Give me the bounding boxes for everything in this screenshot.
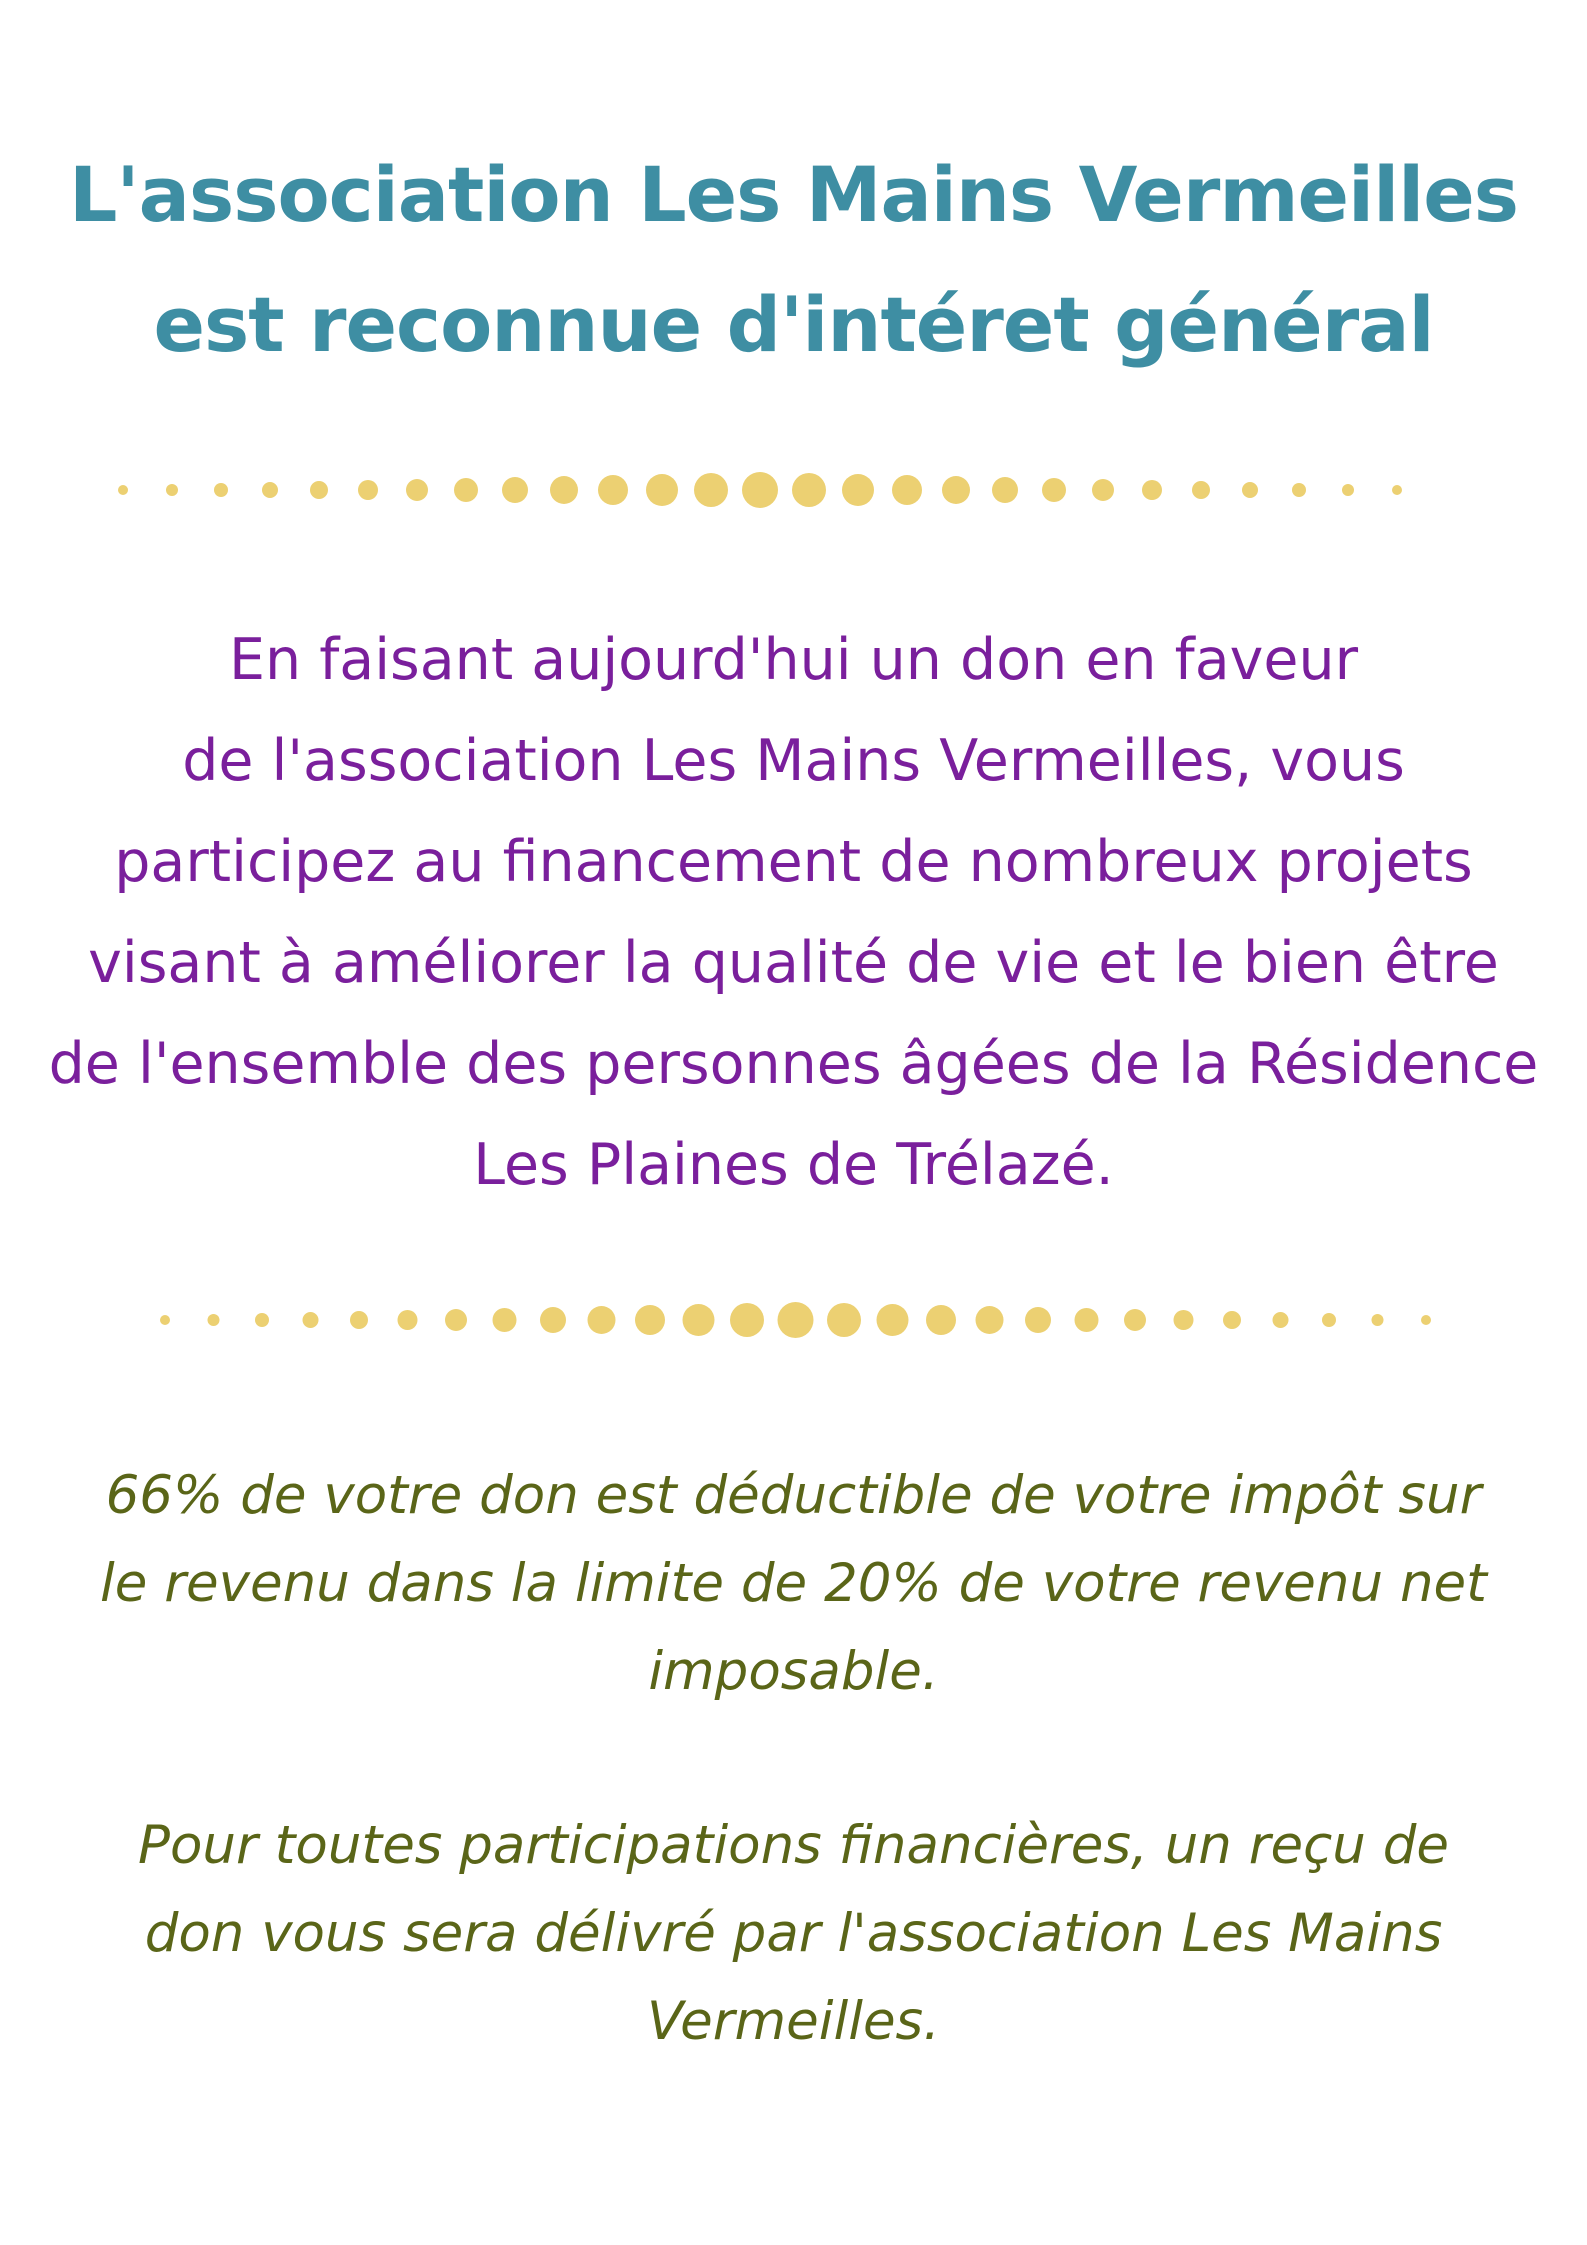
divider-dot [942, 476, 970, 504]
intro-line-4: visant à améliorer la qualité de vie et le bien être [88, 930, 1499, 996]
divider-dot [1273, 1312, 1289, 1328]
title-line-2: est reconnue d'intéret général [153, 280, 1434, 369]
divider-dot [646, 474, 678, 506]
divider-dot [588, 1306, 616, 1334]
intro-line-3: participez au financement de nombreux projets [114, 829, 1473, 895]
receipt-paragraph [0, 1802, 1587, 2066]
divider-dot [730, 1303, 764, 1337]
divider-dot [502, 477, 528, 503]
divider-dot [1042, 478, 1066, 502]
page-title [0, 130, 1587, 390]
dotted-divider-bottom [0, 1290, 1587, 1350]
divider-dot [1342, 484, 1354, 496]
tax-line-1: 66% de votre don est déductible de votre impôt sur [105, 1465, 1482, 1526]
divider-dot [1025, 1307, 1051, 1333]
divider-dot [926, 1305, 956, 1335]
tax-line-3: imposable. [648, 1641, 939, 1702]
divider-dot [1142, 480, 1162, 500]
divider-dot [1092, 479, 1114, 501]
divider-dot [350, 1311, 368, 1329]
intro-line-6: Les Plaines de Trélazé. [473, 1132, 1114, 1198]
divider-dot [683, 1304, 715, 1336]
divider-dot [255, 1313, 269, 1327]
divider-dot [976, 1306, 1004, 1334]
divider-dot [1392, 485, 1402, 495]
intro-line-2: de l'association Les Mains Vermeilles, vous [182, 728, 1405, 794]
dotted-divider-top-graphic [0, 460, 1587, 520]
intro-line-5: de l'ensemble des personnes âgées de la Résidence [48, 1031, 1539, 1097]
intro-line-1: En faisant aujourd'hui un don en faveur [228, 627, 1359, 693]
divider-dot [1174, 1310, 1194, 1330]
divider-dot [550, 476, 578, 504]
dotted-divider-top [0, 460, 1587, 520]
divider-dot [1223, 1311, 1241, 1329]
divider-dot [598, 475, 628, 505]
divider-dot [842, 474, 874, 506]
divider-dot [454, 478, 478, 502]
divider-dot [1292, 483, 1306, 497]
divider-dot [303, 1312, 319, 1328]
title-line-1: L'association Les Mains Vermeilles [68, 150, 1518, 239]
receipt-line-1: Pour toutes participations financières, un reçu de [138, 1815, 1449, 1876]
divider-dot [992, 477, 1018, 503]
dotted-divider-bottom-graphic [0, 1290, 1587, 1350]
intro-paragraph [0, 610, 1587, 1216]
receipt-line-3: Vermeilles. [646, 1991, 941, 2052]
divider-dot [792, 473, 826, 507]
divider-dot [1124, 1309, 1146, 1331]
divider-dot [398, 1310, 418, 1330]
divider-dot [262, 482, 278, 498]
divider-dot [208, 1314, 220, 1326]
divider-dot [118, 485, 128, 495]
divider-dot [166, 484, 178, 496]
divider-dot [358, 480, 378, 500]
divider-dot [1075, 1308, 1099, 1332]
divider-dot [892, 475, 922, 505]
divider-dot [160, 1315, 170, 1325]
divider-dot [540, 1307, 566, 1333]
divider-dot [635, 1305, 665, 1335]
divider-dot [1322, 1313, 1336, 1327]
divider-dot [445, 1309, 467, 1331]
divider-dot [877, 1304, 909, 1336]
divider-dot [1421, 1315, 1431, 1325]
divider-dot [742, 472, 778, 508]
divider-dot [694, 473, 728, 507]
divider-dot [1192, 481, 1210, 499]
divider-dot [827, 1303, 861, 1337]
tax-line-2: le revenu dans la limite de 20% de votre revenu net [100, 1553, 1487, 1614]
receipt-line-2: don vous sera délivré par l'association Les Mains [144, 1903, 1443, 1964]
divider-dot [214, 483, 228, 497]
divider-dot [1242, 482, 1258, 498]
divider-dot [778, 1302, 814, 1338]
tax-deduction-paragraph [0, 1452, 1587, 1716]
divider-dot [493, 1308, 517, 1332]
divider-dot [1372, 1314, 1384, 1326]
divider-dot [310, 481, 328, 499]
divider-dot [406, 479, 428, 501]
